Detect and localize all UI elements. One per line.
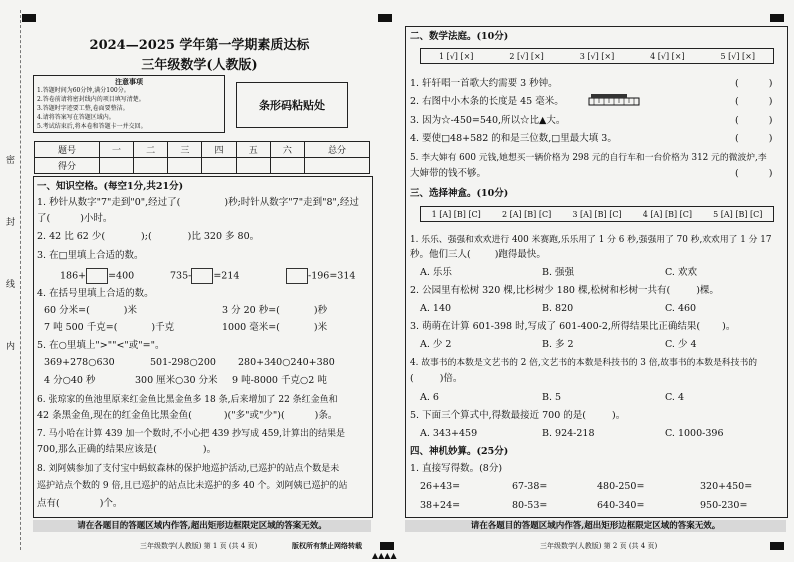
q1-text-a: 1. 秒针从数字"7"走到"0",经过了( xyxy=(37,197,181,208)
calc-item: 38+24= xyxy=(420,500,461,511)
judge-item-5: 5. 李大婶有 600 元钱,她想买一辆价格为 298 元的自行车和一台价格为 312 元的微波炉,李 xyxy=(410,153,767,163)
choice-answer-bar xyxy=(420,206,774,222)
judge-paren[interactable]: ( ) xyxy=(735,96,773,107)
q3-expr-3 xyxy=(286,268,355,284)
q5-right-operand: 630 xyxy=(96,357,115,368)
judge-item-5-cont: 大婶带的钱不够。 xyxy=(410,168,487,179)
corner-mark xyxy=(770,14,784,22)
c5-opt-b: B. 924-218 xyxy=(542,428,595,439)
q6-text-c: )("多"或"少")( xyxy=(223,410,285,421)
barcode-label: 条形码粘贴处 xyxy=(259,99,325,112)
compare-circle[interactable]: ○ xyxy=(189,357,198,368)
score-header-cell: 题号 xyxy=(35,142,100,158)
copyright-text: 版权所有禁止网络转载 xyxy=(292,541,362,550)
c4-line2 xyxy=(410,373,462,385)
notice-box xyxy=(33,75,225,133)
q4-text: 7 吨 500 千克=( xyxy=(44,322,118,333)
q4-text: 60 分米=( xyxy=(44,305,90,316)
notice-item: 3.答题时字迹要工整,卷面要整洁。 xyxy=(37,105,129,112)
q7-text-c: )。 xyxy=(202,444,217,455)
q4-title: 4. 在括号里填上合适的数。 xyxy=(37,288,154,299)
q3-expr-text: -196=314 xyxy=(308,270,356,282)
wood-ruler-figure xyxy=(588,93,640,107)
calc-title: 1. 直接写得数。(8分) xyxy=(410,463,503,474)
c3-opt-a: A. 少 2 xyxy=(420,339,452,350)
judge-choice[interactable]: 2 [√] [×] xyxy=(509,51,544,61)
q4-text: )千克 xyxy=(151,322,175,333)
section1-header: 一、知识空格。(每空1分,共21分) xyxy=(37,181,184,192)
exam-title: 2024—2025 学年第一学期素质达标 xyxy=(89,38,310,53)
c5-text-a: 5. 下面三个算式中,得数最接近 700 的是( xyxy=(410,410,586,421)
compare-circle[interactable]: ○ xyxy=(88,357,97,368)
q5-row-2 xyxy=(44,375,95,387)
answer-box[interactable] xyxy=(191,268,213,284)
calc-item: 26+43= xyxy=(420,481,461,492)
notice-item: 4.请将答案写在答题区域内。 xyxy=(37,114,115,121)
score-table xyxy=(34,141,370,174)
c4-opt-a: A. 6 xyxy=(420,392,439,403)
c5-opt-c: C. 1000-396 xyxy=(665,428,724,439)
q1-text-b: )秒;时针从数字"7"走到"8",经过 xyxy=(224,197,359,208)
q2-text-a: 2. 42 比 62 少( xyxy=(37,231,106,242)
q8-text-c: 点有( xyxy=(37,498,60,509)
c2-opt-a: A. 140 xyxy=(420,303,452,314)
q6-text-b: 42 条黑金鱼,现在的红金鱼比黑金鱼( xyxy=(37,410,192,421)
c2-opt-b: B. 820 xyxy=(542,303,574,314)
judge-paren[interactable]: ( ) xyxy=(735,115,773,126)
c3-line xyxy=(410,321,735,333)
q1-line1 xyxy=(37,197,359,209)
q5-left-operand: 300 厘米 xyxy=(135,375,176,386)
q5-left-operand: 9 吨-8000 千克 xyxy=(232,375,300,386)
exam-subtitle: 三年级数学(人教版) xyxy=(141,58,258,73)
c1-text-b: 秒。他们三人( xyxy=(410,249,471,260)
q5-row-1 xyxy=(44,357,115,369)
choice-option[interactable]: 3 [A] [B] [C] xyxy=(572,209,622,219)
judge-choice[interactable]: 4 [√] [×] xyxy=(650,51,685,61)
q4-text: )米 xyxy=(313,322,328,333)
corner-mark xyxy=(378,14,392,22)
c1-line2 xyxy=(410,249,546,261)
c3-text-b: )。 xyxy=(722,321,736,332)
calc-item: 640-340= xyxy=(597,500,645,511)
q3-expr-text: =214 xyxy=(213,270,240,282)
c5-opt-a: A. 343+459 xyxy=(420,428,478,439)
c4-opt-b: B. 5 xyxy=(542,392,562,403)
c1-opt-b: B. 强强 xyxy=(542,267,575,278)
q5-left-operand: 369+278 xyxy=(44,357,89,368)
score-header-cell: 二 xyxy=(134,142,168,158)
q3-expr-2 xyxy=(170,268,239,284)
q6-line2 xyxy=(37,410,337,422)
q4-row-1a xyxy=(44,305,137,317)
q3-expr-1 xyxy=(60,268,134,284)
notice-title: 注意事项 xyxy=(115,77,143,86)
barcode-box xyxy=(236,82,348,128)
calc-item: 67-38= xyxy=(512,481,548,492)
c4-text-b: ( xyxy=(410,373,414,384)
corner-mark xyxy=(22,14,36,22)
c3-opt-c: C. 少 4 xyxy=(665,339,697,350)
judge-item-4: 4. 要使□48+582 的和是三位数,□里最大填 3。 xyxy=(410,133,617,144)
c2-opt-c: C. 460 xyxy=(665,303,697,314)
score-header-cell: 三 xyxy=(168,142,202,158)
right-footer-notice: 请在各题目的答题区域内作答,超出矩形边框限定区域的答案无效。 xyxy=(405,520,786,532)
left-footer-notice: 请在各题目的答题区域内作答,超出矩形边框限定区域的答案无效。 xyxy=(33,520,371,532)
q5-left-operand: 4 分 xyxy=(44,375,63,386)
score-header-row xyxy=(35,142,370,158)
left-page-footer: 三年级数学(人教版) 第 1 页 (共 4 页) xyxy=(140,542,258,550)
q8-line1: 8. 刘阿姨参加了支付宝中蚂蚁森林的保护地巡护活动,已巡护的站点个数是未 xyxy=(37,464,340,474)
calc-item: 950-230= xyxy=(700,500,748,511)
compare-circle[interactable]: ○ xyxy=(282,357,291,368)
score-header-cell: 六 xyxy=(270,142,304,158)
q5-right-operand: 2 吨 xyxy=(308,375,327,386)
score-cell[interactable] xyxy=(134,158,168,174)
score-cell[interactable] xyxy=(270,158,304,174)
notice-item: 2.答卷前请将密封线内的项目填写清楚。 xyxy=(37,96,145,103)
c5-text-b: )。 xyxy=(611,410,626,421)
c2-line xyxy=(410,285,719,297)
q6-line1: 6. 张琼家的鱼池里原来红金鱼比黑金鱼多 18 条,后来增加了 22 条红金鱼和 xyxy=(37,395,338,405)
calc-item: 480-250= xyxy=(597,481,645,492)
compare-circle[interactable]: ○ xyxy=(62,375,71,386)
q7-line2 xyxy=(37,444,216,456)
judge-paren[interactable]: ( ) xyxy=(735,168,773,179)
judge-choice[interactable]: 3 [√] [×] xyxy=(579,51,615,61)
q5-left-operand: 501-298 xyxy=(150,357,190,368)
q4-text: )秒 xyxy=(313,305,328,316)
score-row-label: 得分 xyxy=(35,158,100,174)
judge-choice[interactable]: 5 [√] [×] xyxy=(720,51,755,61)
judge-paren[interactable]: ( ) xyxy=(735,133,773,144)
score-header-cell: 一 xyxy=(99,142,133,158)
score-cell[interactable] xyxy=(168,158,202,174)
c2-text-a: 2. 公园里有松树 320 棵,比杉树少 180 棵,松树和杉树一共有( xyxy=(410,285,671,296)
choice-option[interactable]: 2 [A] [B] [C] xyxy=(501,209,552,219)
compare-circle[interactable]: ○ xyxy=(175,375,184,386)
q4-row-2a xyxy=(44,322,174,334)
q4-row-1b xyxy=(222,305,327,317)
calc-item: 80-53= xyxy=(512,500,548,511)
q7-line1: 7. 马小哈在计算 439 加一个数时,不小心把 439 抄写成 459,计算出的结果是 xyxy=(37,429,346,439)
q3-expr-text: 186+ xyxy=(60,270,87,282)
q3-title: 3. 在□里填上合适的数。 xyxy=(37,250,144,261)
c4-text-c: )倍。 xyxy=(439,373,463,384)
bottom-marks: ▲▲▲▲ xyxy=(372,551,397,560)
judge-item-1: 1. 轩轩唱一首歌大约需要 3 秒钟。 xyxy=(410,78,558,89)
notice-item: 1.答题时间为60分钟,满分100分。 xyxy=(37,87,130,94)
score-row xyxy=(35,158,370,174)
q5-row-2b xyxy=(135,375,218,387)
q4-row-2b xyxy=(222,322,327,334)
q1-text-c: 了( xyxy=(37,213,51,224)
choice-option[interactable]: 1 [A] [B] [C] xyxy=(431,209,481,219)
c1-line1: 1. 乐乐、强强和欢欢进行 400 米赛跑,乐乐用了 1 分 6 秒,强强用了 70 秒,欢欢用了 1 分 17 xyxy=(410,235,772,245)
judge-item-3: 3. 因为☆-450=540,所以☆比▲大。 xyxy=(410,115,566,126)
q4-text: 3 分 20 秒=( xyxy=(222,305,280,316)
q4-text: 1000 毫米=( xyxy=(222,322,280,333)
q5-right-operand: 240+380 xyxy=(290,357,335,368)
side-binding-text: 密 封 线 内 xyxy=(6,156,16,352)
right-page-footer: 三年级数学(人教版) 第 2 页 (共 4 页) xyxy=(540,542,658,550)
q2-line xyxy=(37,231,259,243)
c4-opt-c: C. 4 xyxy=(665,392,685,403)
q4-text: )米 xyxy=(123,305,137,316)
corner-mark xyxy=(380,542,394,550)
q7-text-b: 700,那么正确的结果应该是( xyxy=(37,444,157,455)
q1-line2 xyxy=(37,213,112,225)
q8-line2: 巡护站点个数的 9 倍,且已巡护的站点比未巡护的多 40 个。刘阿姨已巡护的站 xyxy=(37,481,348,491)
score-header-cell: 五 xyxy=(236,142,270,158)
q8-line3 xyxy=(37,498,122,510)
c5-line xyxy=(410,410,625,422)
c2-text-b: )棵。 xyxy=(696,285,719,296)
judge-answer-bar xyxy=(420,48,774,64)
compare-circle[interactable]: ○ xyxy=(299,375,309,386)
choice-option[interactable]: 5 [A] [B] [C] xyxy=(713,209,763,219)
section2-header: 二、数学法庭。(10分) xyxy=(410,31,509,42)
c1-opt-a: A. 乐乐 xyxy=(420,267,452,278)
q3-expr-text: 735- xyxy=(170,270,192,282)
corner-mark xyxy=(770,542,784,550)
notice-item: 5.考试结束后,将本卷和答题卡一并交回。 xyxy=(37,123,147,130)
score-header-cell: 总分 xyxy=(305,142,370,158)
c1-opt-c: C. 欢欢 xyxy=(665,267,697,278)
c1-text-c: )跑得最快。 xyxy=(494,249,546,260)
answer-box[interactable] xyxy=(286,268,308,284)
q5-row-1c xyxy=(238,357,335,369)
q5-right-operand: 30 分米 xyxy=(183,375,218,386)
score-cell[interactable] xyxy=(99,158,133,174)
calc-item: 320+450= xyxy=(700,481,753,492)
q5-right-operand: 200 xyxy=(197,357,216,368)
q6-text-d: )条。 xyxy=(314,410,338,421)
score-cell[interactable] xyxy=(236,158,270,174)
q5-title: 5. 在○里填上">""<"或"="。 xyxy=(37,340,165,351)
judge-paren[interactable]: ( ) xyxy=(735,78,773,89)
judge-item-2: 2. 右图中小木条的长度是 45 毫米。 xyxy=(410,96,564,107)
q8-text-d: )个。 xyxy=(99,498,123,509)
section4-header: 四、神机妙算。(25分) xyxy=(410,446,509,457)
q1-text-d: )小时。 xyxy=(80,213,113,224)
score-cell[interactable] xyxy=(202,158,236,174)
q2-text-b: );( xyxy=(141,231,152,242)
section3-header: 三、选择神盒。(10分) xyxy=(410,188,509,199)
q5-row-2c xyxy=(232,375,327,387)
choice-option[interactable]: 4 [A] [B] [C] xyxy=(642,209,692,219)
c3-text-a: 3. 萌萌在计算 601-398 时,写成了 601-400-2,所得结果比正确结果( xyxy=(410,321,701,332)
score-cell[interactable] xyxy=(305,158,370,174)
q5-left-operand: 280+340 xyxy=(238,357,283,368)
answer-box[interactable] xyxy=(86,268,108,284)
c4-line1: 4. 故事书的本数是文艺书的 2 倍,文艺书的本数是科技书的 3 倍,故事书的本数是科技书的 xyxy=(410,358,758,368)
q5-right-operand: 40 秒 xyxy=(70,375,96,386)
q2-text-c: )比 320 多 80。 xyxy=(187,231,260,242)
q3-expr-text: =400 xyxy=(108,270,135,282)
c3-opt-b: B. 多 2 xyxy=(542,339,574,350)
binding-dashed-line xyxy=(20,10,21,550)
score-header-cell: 四 xyxy=(202,142,236,158)
q5-row-1b xyxy=(150,357,216,369)
judge-choice[interactable]: 1 [√] [×] xyxy=(438,51,474,61)
